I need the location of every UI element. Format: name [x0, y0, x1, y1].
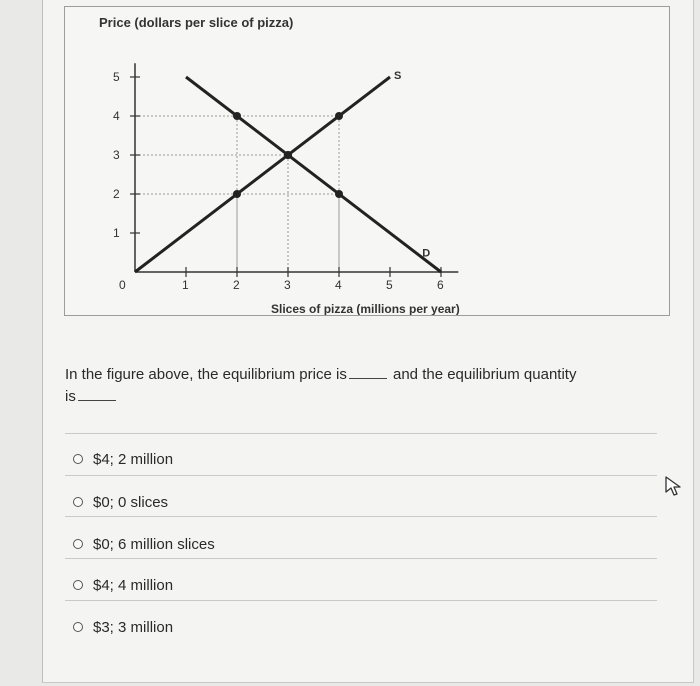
y-tick-label: 3: [113, 148, 120, 162]
x-tick-label: 0: [119, 278, 126, 292]
x-tick-label: 2: [233, 278, 240, 292]
radio-button[interactable]: [73, 622, 83, 632]
option-label: $3; 3 million: [93, 618, 174, 636]
x-axis-title: Slices of pizza (millions per year): [271, 302, 460, 315]
point-marker: [233, 190, 241, 198]
divider: [65, 600, 657, 601]
blank-quantity: [78, 386, 116, 401]
x-tick-label: 1: [182, 278, 189, 292]
y-tick-label: 4: [113, 109, 120, 123]
series-line-D: [186, 77, 441, 272]
series-line-S: [135, 77, 390, 272]
divider: [65, 558, 657, 559]
question-part2: and the equilibrium quantity is: [65, 366, 577, 405]
point-marker: [284, 151, 292, 159]
point-marker: [233, 112, 241, 120]
question-part1: In the figure above, the equilibrium price is: [65, 366, 347, 383]
x-tick-label: 6: [437, 278, 444, 292]
question-text: [65, 364, 585, 408]
divider: [65, 475, 657, 476]
y-tick-label: 1: [113, 226, 120, 240]
y-tick-label: 2: [113, 187, 120, 201]
option-e[interactable]: [73, 616, 173, 638]
radio-button[interactable]: [73, 580, 83, 590]
point-marker: [335, 112, 343, 120]
mouse-cursor-icon: [664, 475, 684, 497]
point-marker: [335, 190, 343, 198]
radio-button[interactable]: [73, 497, 83, 507]
x-tick-label: 5: [386, 278, 393, 292]
question-card: [42, 0, 694, 683]
option-b[interactable]: [73, 491, 168, 513]
option-a[interactable]: [73, 448, 173, 470]
option-d[interactable]: [73, 574, 173, 596]
divider: [65, 433, 657, 434]
option-c[interactable]: [73, 533, 215, 555]
supply-demand-graph: [64, 6, 670, 316]
y-axis-title: Price (dollars per slice of pizza): [99, 15, 294, 30]
series-label-s: S: [394, 70, 402, 82]
option-label: $0; 0 slices: [93, 493, 169, 511]
option-label: $4; 2 million: [93, 450, 174, 468]
x-tick-label: 3: [284, 278, 291, 292]
option-label: $4; 4 million: [93, 576, 174, 594]
blank-price: [349, 364, 387, 379]
x-tick-label: 4: [335, 278, 342, 292]
series-label-d: D: [422, 247, 431, 260]
chart-svg: [65, 7, 669, 315]
radio-button[interactable]: [73, 539, 83, 549]
divider: [65, 516, 657, 517]
y-tick-label: 5: [113, 70, 120, 84]
option-label: $0; 6 million slices: [93, 535, 215, 553]
radio-button[interactable]: [73, 454, 83, 464]
